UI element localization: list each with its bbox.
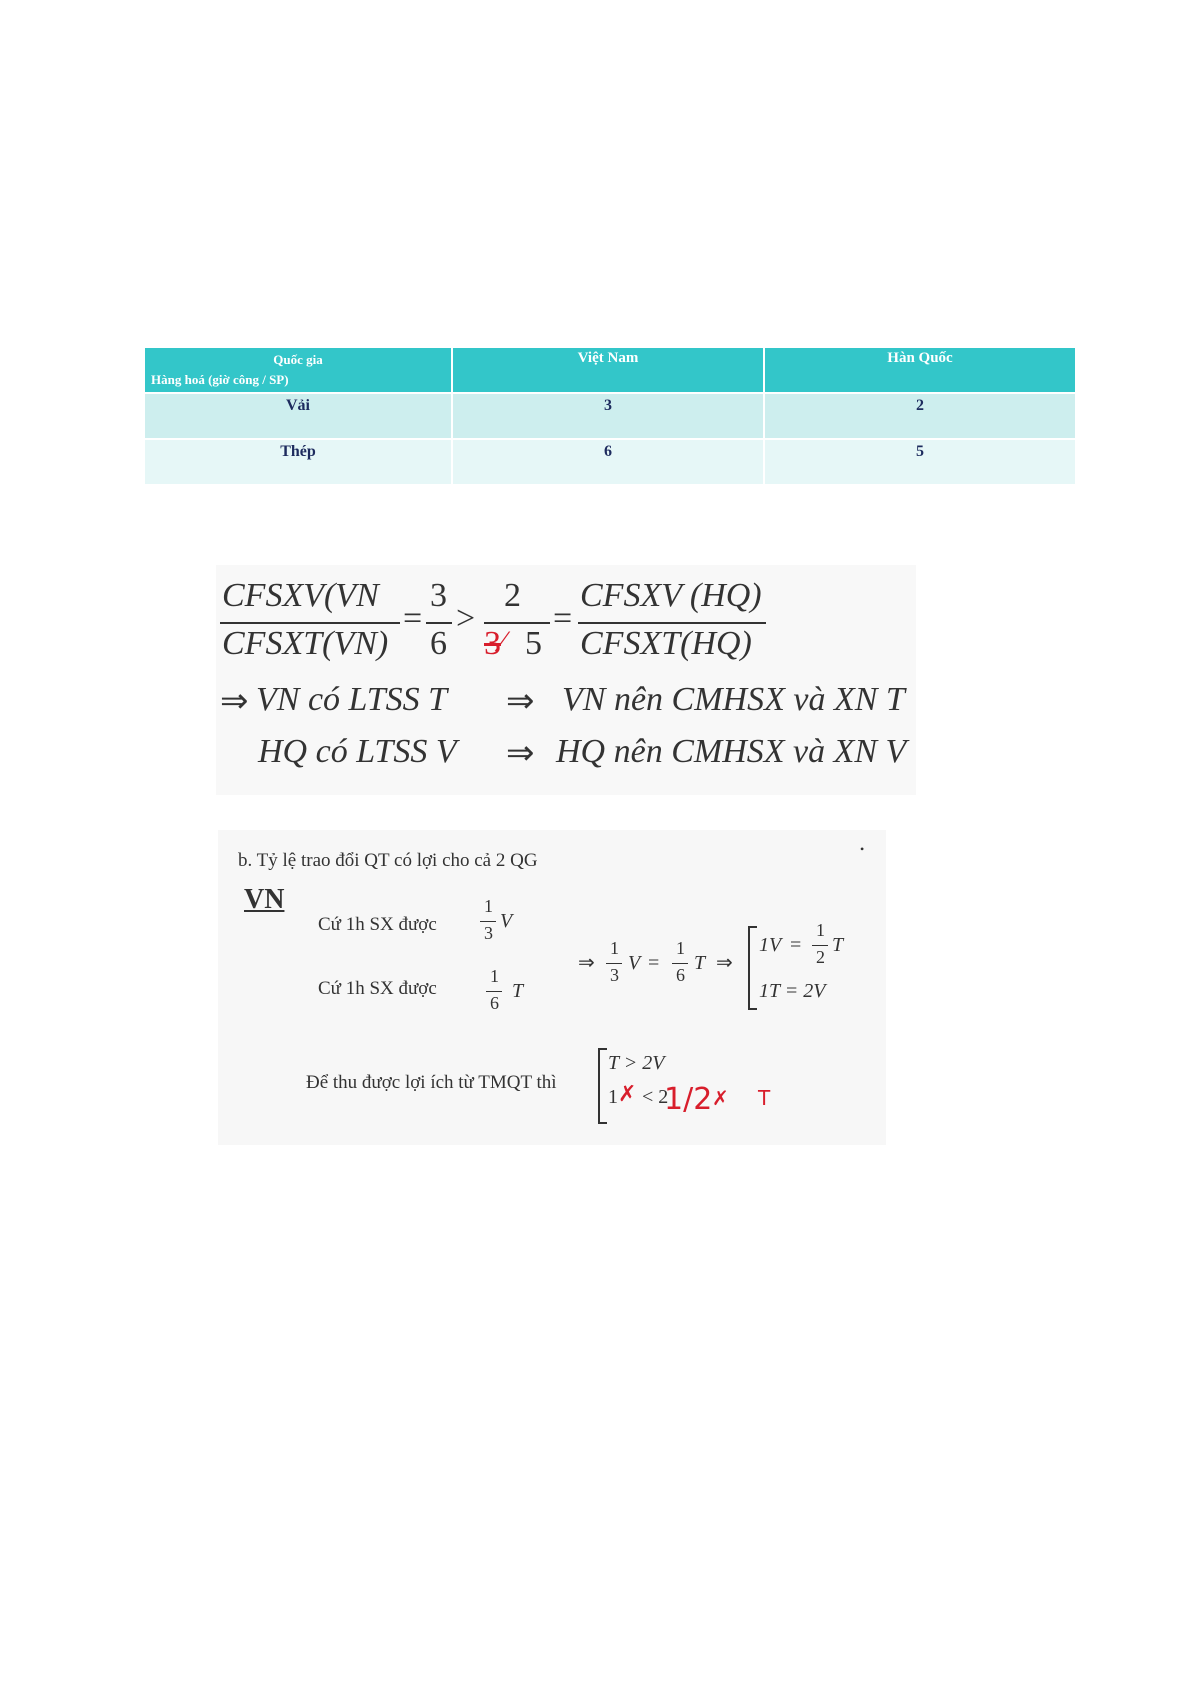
frac1-denominator: 6	[430, 625, 447, 662]
var-t: T	[832, 934, 844, 956]
row-label: Vải	[286, 397, 310, 414]
table-cell	[451, 392, 763, 438]
left-numerator: CFSXV(VN	[222, 577, 379, 614]
table-cell	[763, 438, 1075, 484]
var-v: V	[500, 910, 513, 932]
frac-numerator: 1	[484, 896, 493, 916]
frac-denominator: 2	[816, 947, 825, 967]
condition-bracket	[598, 1048, 607, 1124]
condition-2-compare: < 2	[642, 1086, 669, 1108]
section-heading: b. Tỷ lệ trao đổi QT có lợi cho cả 2 QG	[238, 850, 538, 871]
fraction-bar	[484, 622, 550, 624]
result-2: 1T = 2V	[759, 980, 826, 1002]
frac1-numerator: 3	[430, 577, 447, 614]
benefit-condition-text: Để thu được lợi ích từ TMQT thì	[306, 1072, 557, 1093]
handwritten-strike-icon: ✗	[618, 1082, 637, 1107]
left-denominator: CFSXT(VN)	[222, 625, 389, 662]
condition-2-coef: 1	[608, 1086, 618, 1108]
implies-arrow-icon: ⇒	[578, 952, 595, 974]
frac-numerator: 1	[816, 920, 825, 940]
row-label-cell	[145, 438, 451, 484]
row-label: Thép	[280, 443, 316, 460]
handwritten-slash-icon: ⁄	[500, 625, 506, 658]
comparative-advantage-formula	[216, 565, 916, 795]
frac-denominator: 6	[676, 965, 685, 985]
fraction-bar	[606, 963, 622, 964]
table-cell	[451, 438, 763, 484]
cell-value: 5	[916, 443, 924, 460]
header-corner-cell	[145, 348, 451, 392]
frac-denominator: 3	[610, 965, 619, 985]
header-vietnam	[451, 348, 763, 392]
right-numerator: CFSXV (HQ)	[580, 577, 762, 614]
table-cell	[763, 392, 1075, 438]
fraction-bar	[426, 622, 452, 624]
equals-sign: =	[648, 952, 660, 974]
implies-arrow-icon: ⇒	[506, 735, 535, 772]
column-header: Hàn Quốc	[887, 350, 953, 366]
var-t: T	[694, 952, 706, 974]
corner-top-label: Quốc gia	[273, 352, 323, 367]
per-hour-line-1: Cứ 1h SX được	[318, 914, 437, 935]
fraction-bar	[672, 963, 688, 964]
handwritten-t: T	[758, 1086, 771, 1110]
cell-value: 2	[916, 397, 924, 414]
table-row	[145, 438, 1075, 484]
var-t: T	[512, 980, 524, 1002]
hq-advantage: HQ có LTSS V	[258, 733, 457, 770]
handwritten-half: 1/2	[664, 1082, 713, 1117]
equals-sign: =	[790, 934, 802, 956]
fraction-bar	[578, 622, 766, 624]
frac-denominator: 6	[490, 993, 499, 1013]
handwritten-strike-icon: ✗	[712, 1086, 729, 1110]
condition-1: T > 2V	[608, 1052, 665, 1074]
result-1-left: 1V	[759, 934, 782, 956]
var-v: V	[628, 952, 641, 974]
frac-denominator: 3	[484, 923, 493, 943]
row-label-cell	[145, 392, 451, 438]
frac2-numerator: 2	[504, 577, 521, 614]
vn-label: VN	[244, 884, 285, 915]
vn-advantage: VN có LTSS T	[256, 681, 448, 718]
fraction-bar	[220, 622, 400, 624]
implies-arrow-icon: ⇒	[716, 952, 733, 974]
cell-value: 3	[604, 397, 612, 414]
equals-sign: =	[553, 600, 573, 637]
right-denominator: CFSXT(HQ)	[580, 625, 752, 662]
greater-sign: >	[456, 600, 476, 637]
vn-specialize: VN nên CMHSX và XN T	[562, 681, 905, 718]
header-korea	[763, 348, 1075, 392]
fraction-bar	[812, 945, 828, 946]
dot-mark: •	[860, 842, 865, 856]
exchange-ratio-section	[218, 830, 886, 1145]
frac-numerator: 1	[610, 938, 619, 958]
table-header-row	[145, 348, 1075, 392]
implies-arrow-icon: ⇒	[506, 683, 535, 720]
table-row	[145, 392, 1075, 438]
system-bracket	[748, 926, 757, 1010]
fraction-bar	[480, 921, 496, 922]
implies-arrow-icon: ⇒	[220, 683, 249, 720]
per-hour-line-2: Cứ 1h SX được	[318, 978, 437, 999]
hq-specialize: HQ nên CMHSX và XN V	[556, 733, 907, 770]
fraction-bar	[486, 991, 502, 992]
corner-bottom-label: Hàng hoá (giờ công / SP)	[151, 372, 289, 387]
frac-numerator: 1	[490, 966, 499, 986]
labor-cost-table	[145, 348, 1075, 484]
equals-sign: =	[403, 600, 423, 637]
frac2-denominator: 5	[525, 625, 542, 662]
struck-denominator: 3	[484, 625, 501, 662]
column-header: Việt Nam	[577, 350, 639, 366]
frac-numerator: 1	[676, 938, 685, 958]
cell-value: 6	[604, 443, 612, 460]
